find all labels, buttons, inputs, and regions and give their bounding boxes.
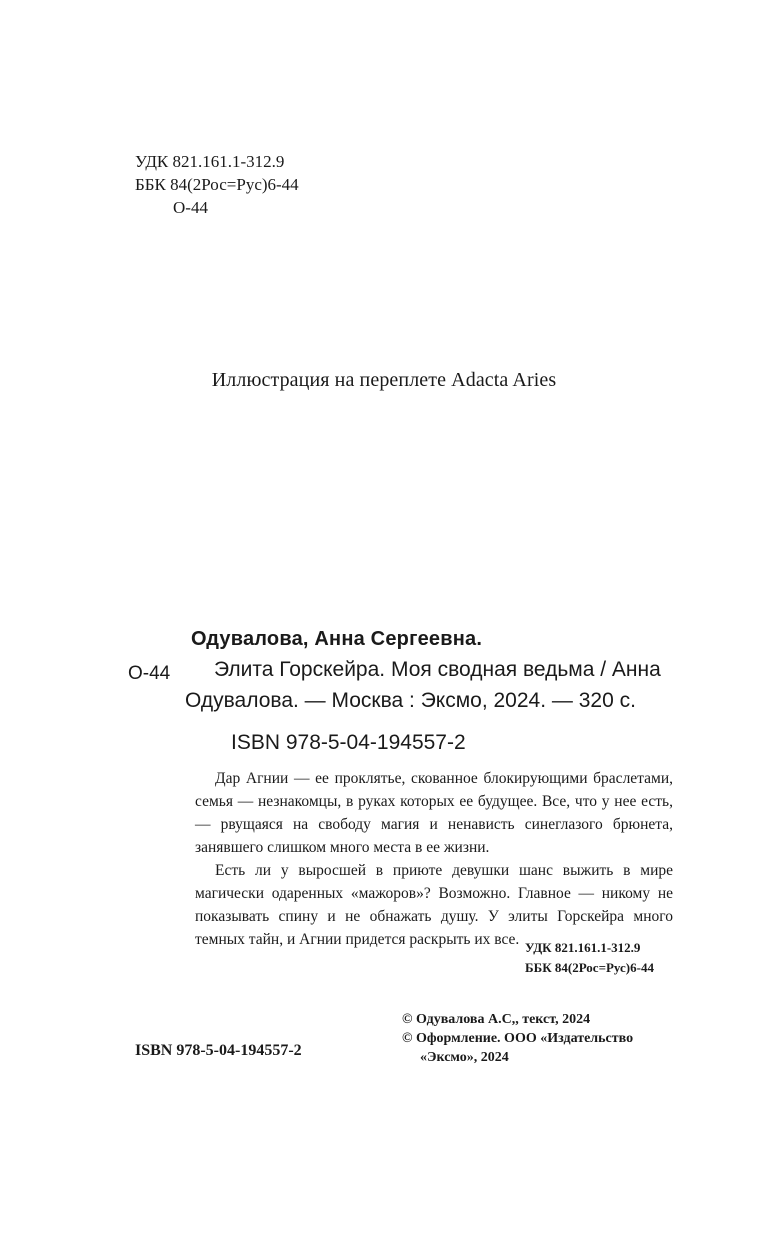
isbn-bottom: ISBN 978-5-04-194557-2 [135, 1042, 302, 1059]
bbk-code: ББК 84(2Рос=Рус)6-44 [135, 175, 299, 194]
copyright-text: © Одувалова А.С,, текст, 2024 [402, 1012, 591, 1027]
copyright-block [402, 1010, 633, 1067]
isbn-main: ISBN 978-5-04-194557-2 [231, 731, 466, 754]
copyright-design: © Оформление. ООО «Издательство [402, 1031, 634, 1046]
annotation-paragraph-1: Дар Агнии — ее проклятье, скованное блокирующими браслетами, семья — незнакомцы, в руках которых ее будущее. Все, что у нее есть, — рвущаяся на свободу магия и ненависть синеглазого брюнета, занявшего слишком много места в ее жизни. [195, 770, 673, 856]
annotation [195, 767, 673, 951]
author-heading: Одувалова, Анна Сергеевна. [191, 628, 483, 650]
author-sign-left: О-44 [128, 663, 171, 684]
udk-block-bottom [525, 938, 654, 978]
illustration-credit: Иллюстрация на переплете Adacta Aries [211, 369, 557, 391]
annotation-paragraph-2: Есть ли у выросшей в приюте девушки шанс выжить в мире магически одаренных «мажоров»? Возможно. Главное — никому не показывать спину и не обнажать душу. У элиты Горскейра много темных тайн, и Агнии придется раскрыть их все. [195, 862, 673, 948]
bibliographic-line-1: Элита Горскейра. Моя сводная ведьма / Анна [214, 658, 661, 681]
udk-block-top [135, 150, 299, 219]
author-sign: О-44 [173, 198, 208, 217]
udk-code: УДК 821.161.1-312.9 [135, 152, 285, 171]
bbk-code-bottom: ББК 84(2Рос=Рус)6-44 [525, 960, 654, 975]
copyright-design-cont: «Эксмо», 2024 [420, 1050, 509, 1065]
udk-code-bottom: УДК 821.161.1-312.9 [525, 940, 641, 955]
bibliographic-line-2: Одувалова. — Москва : Эксмо, 2024. — 320 с. [185, 689, 636, 712]
